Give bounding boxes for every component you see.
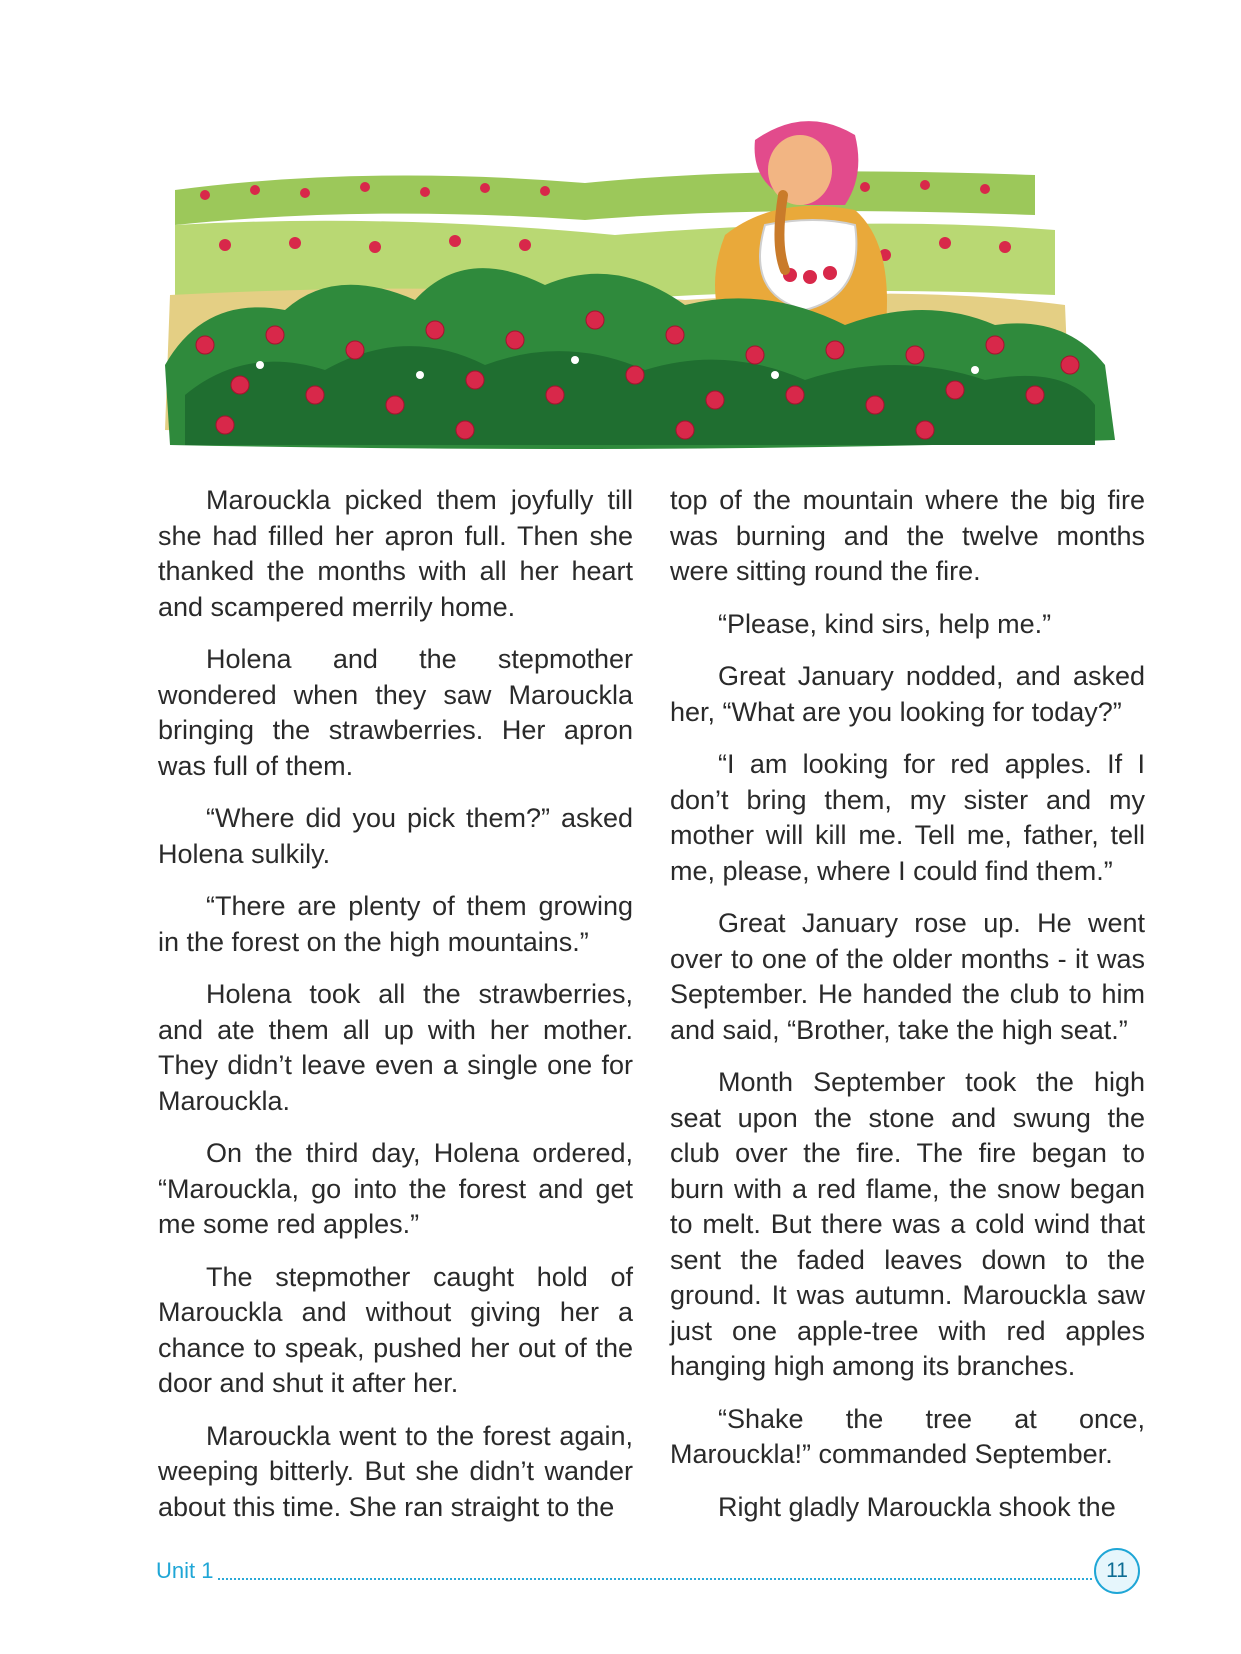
paragraph: On the third day, Holena ordered, “Marouckla, go into the forest and get me some red apples.” [158,1138,633,1239]
paragraph: “There are plenty of them growing in the forest on the high mountains.” [158,891,633,957]
paragraph: “Shake the tree at once, Marouckla!” commanded September. [670,1403,1145,1469]
paragraph: The stepmother caught hold of Marouckla and without giving her a chance to speak, pushed her out of the door and shut it after her. [158,1261,633,1398]
paragraph: Marouckla went to the forest again, weeping bitterly. But she didn’t wander about this time. She ran straight to the [158,1420,633,1522]
paragraph: Right gladly Marouckla shook the [718,1491,1116,1522]
dotted-leader [218,1578,1092,1580]
right-text-column [670,483,1145,1542]
paragraph: “I am looking for red apples. If I don’t bring them, my sister and my mother will kill me. Tell me, father, tell me, please, where I could find them.” [670,749,1145,886]
left-text-column [158,483,633,1542]
paragraph: Holena and the stepmother wondered when they saw Marouckla bringing the strawberries. Her apron was full of them. [158,644,633,781]
unit-label: Unit 1 [156,1558,214,1583]
paragraph: Great January nodded, and asked her, “What are you looking for today?” [670,661,1145,727]
strawberry-field-illustration [165,95,1125,475]
paragraph: “Please, kind sirs, help me.” [718,608,1052,639]
page-footer [156,1548,1140,1594]
paragraph: Month September took the high seat upon the stone and swung the club over the fire. The fire began to burn with a red flame, the snow began to melt. But there was a cold wind that sent the faded leaves down to the ground. It was autumn. Marouckla saw just one apple-tree with red apples hanging high among its branches. [670,1067,1145,1381]
paragraph: Marouckla picked them joyfully till she had filled her apron full. Then she thanked the months with all her heart and scampered merrily home. [158,485,633,622]
paragraph: top of the mountain where the big fire was burning and the twelve months were sitting round the fire. [670,485,1145,586]
paragraph: “Where did you pick them?” asked Holena sulkily. [158,803,633,869]
paragraph: Great January rose up. He went over to one of the older months - it was September. He handed the club to him and said, “Brother, take the high seat.” [670,908,1145,1045]
paragraph: Holena took all the strawberries, and ate them all up with her mother. They didn’t leave even a single one for Marouckla. [158,979,633,1116]
page-number: 11 [1094,1548,1140,1594]
